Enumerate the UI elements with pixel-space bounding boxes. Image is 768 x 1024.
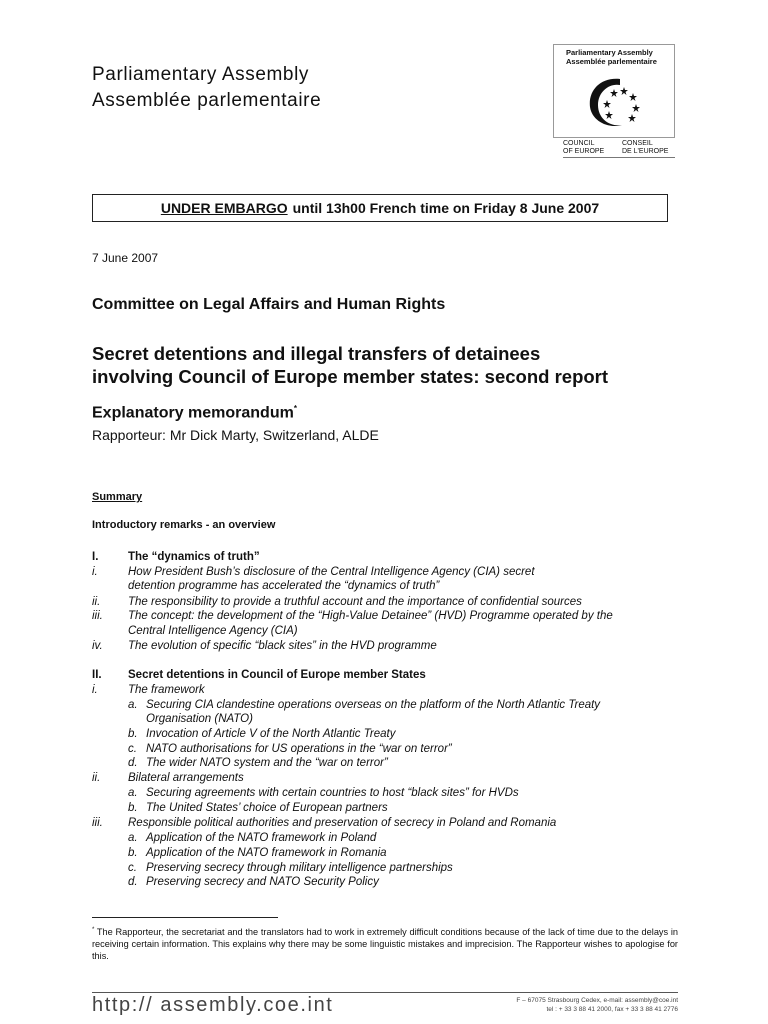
footnote-separator — [92, 917, 278, 918]
logo-council-of-europe — [563, 140, 604, 156]
toc-text: The framework — [128, 684, 205, 696]
report-title — [92, 342, 732, 388]
logo-title-fr: Assemblée parlementaire — [566, 57, 657, 66]
toc-number: iii. — [92, 817, 103, 829]
footer-address-line2: tel : + 33 3 88 41 2000, fax + 33 3 88 41 2776 — [546, 1006, 678, 1013]
toc-heading: Secret detentions in Council of Europe member States — [128, 669, 426, 681]
assembly-name-fr: Assemblée parlementaire — [92, 90, 322, 111]
toc-text: Preserving secrecy and NATO Security Policy — [146, 876, 379, 888]
toc-letter: d. — [128, 757, 138, 769]
summary-heading: Summary — [92, 491, 143, 503]
footnote-mark[interactable]: * — [293, 404, 297, 413]
toc-text: Responsible political authorities and preservation of secrecy in Poland and Romania — [128, 817, 557, 829]
toc-text: detention programme has accelerated the “dynamics of truth” — [128, 580, 440, 592]
logo-coe-line2: OF EUROPE — [563, 148, 605, 155]
toc-text: NATO authorisations for US operations in the “war on terror” — [146, 743, 452, 755]
report-title-line1: Secret detentions and illegal transfers of detainees — [92, 343, 541, 364]
embargo-text: until 13h00 French time on Friday 8 June 2007 — [292, 200, 600, 216]
toc-letter: c. — [128, 743, 137, 755]
toc-letter: b. — [128, 802, 138, 814]
toc-text: The United States’ choice of European partners — [146, 802, 388, 814]
embargo-notice — [92, 194, 668, 222]
toc-letter: a. — [128, 699, 138, 711]
footer-separator — [92, 992, 678, 993]
toc-text: The concept: the development of the “High-Value Detainee” (HVD) Programme operated by the — [128, 610, 613, 622]
toc-text: Application of the NATO framework in Poland — [146, 832, 377, 844]
toc-text: Organisation (NATO) — [146, 713, 253, 725]
toc-text: Securing agreements with certain countries to host “black sites” for HVDs — [146, 787, 519, 799]
toc-text: Invocation of Article V of the North Atlantic Treaty — [146, 728, 396, 740]
toc-text: How President Bush’s disclosure of the Central Intelligence Agency (CIA) secret — [128, 566, 535, 578]
toc-letter: b. — [128, 847, 138, 859]
toc-letter: a. — [128, 832, 138, 844]
toc-heading: The “dynamics of truth” — [128, 551, 260, 563]
toc-text: The evolution of specific “black sites” in the HVD programme — [128, 640, 437, 652]
toc-text: Application of the NATO framework in Romania — [146, 847, 387, 859]
rapporteur: Rapporteur: Mr Dick Marty, Switzerland, ALDE — [92, 427, 379, 443]
footer-url-link[interactable]: http:// assembly.coe.int — [92, 994, 334, 1016]
footer-address — [420, 996, 678, 1014]
toc-letter: d. — [128, 876, 138, 888]
logo-conseil-de-leurope — [622, 140, 668, 156]
toc-number: I. — [92, 551, 99, 563]
logo-cde-line1: CONSEIL — [622, 140, 653, 147]
toc-text: The responsibility to provide a truthful account and the importance of confidential sources — [128, 596, 582, 608]
logo-cde-line2: DE L'EUROPE — [622, 148, 669, 155]
footnote — [92, 924, 678, 962]
toc-letter: b. — [128, 728, 138, 740]
toc-text: Preserving secrecy through military intelligence partnerships — [146, 862, 453, 874]
toc-number: II. — [92, 669, 102, 681]
intro-heading: Introductory remarks - an overview — [92, 519, 276, 531]
document-date: 7 June 2007 — [92, 251, 159, 265]
embargo-label: UNDER EMBARGO — [160, 200, 288, 216]
toc-number: ii. — [92, 772, 101, 784]
logo-underline — [563, 157, 675, 158]
toc-text: Bilateral arrangements — [128, 772, 244, 784]
toc-number: i. — [92, 566, 98, 578]
toc-number: iv. — [92, 640, 103, 652]
footnote-text: The Rapporteur, the secretariat and the translators had to work in extremely difficult conditions because of the lack of time due to the delays in receiving certain information. This explains why there may be some linguistic mistakes and imprecision. The Rapporteur wishes to apologise for this. — [92, 927, 678, 962]
logo-coe-line1: COUNCIL — [563, 140, 595, 147]
footnote-mark: * — [92, 927, 95, 933]
toc-number: iii. — [92, 610, 103, 622]
memorandum-text: Explanatory memorandum — [92, 404, 294, 422]
toc-number: ii. — [92, 596, 101, 608]
toc-text: Securing CIA clandestine operations overseas on the platform of the North Atlantic Treaty — [146, 699, 601, 711]
toc-letter: c. — [128, 862, 137, 874]
assembly-name-en: Parliamentary Assembly — [92, 64, 309, 85]
toc-text: The wider NATO system and the “war on terror” — [146, 757, 388, 769]
report-title-line2: involving Council of Europe member states: second report — [92, 366, 609, 387]
logo-title — [566, 48, 657, 66]
logo-title-en: Parliamentary Assembly — [566, 48, 653, 57]
toc-number: i. — [92, 684, 98, 696]
toc-text: Central Intelligence Agency (CIA) — [128, 625, 298, 637]
toc-letter: a. — [128, 787, 138, 799]
council-of-europe-logo-icon — [580, 73, 648, 133]
memorandum-heading — [92, 404, 297, 422]
committee-name: Committee on Legal Affairs and Human Rights — [92, 296, 446, 313]
footer-address-line1: F – 67075 Strasbourg Cedex, e-mail: assembly@coe.int — [516, 997, 678, 1004]
